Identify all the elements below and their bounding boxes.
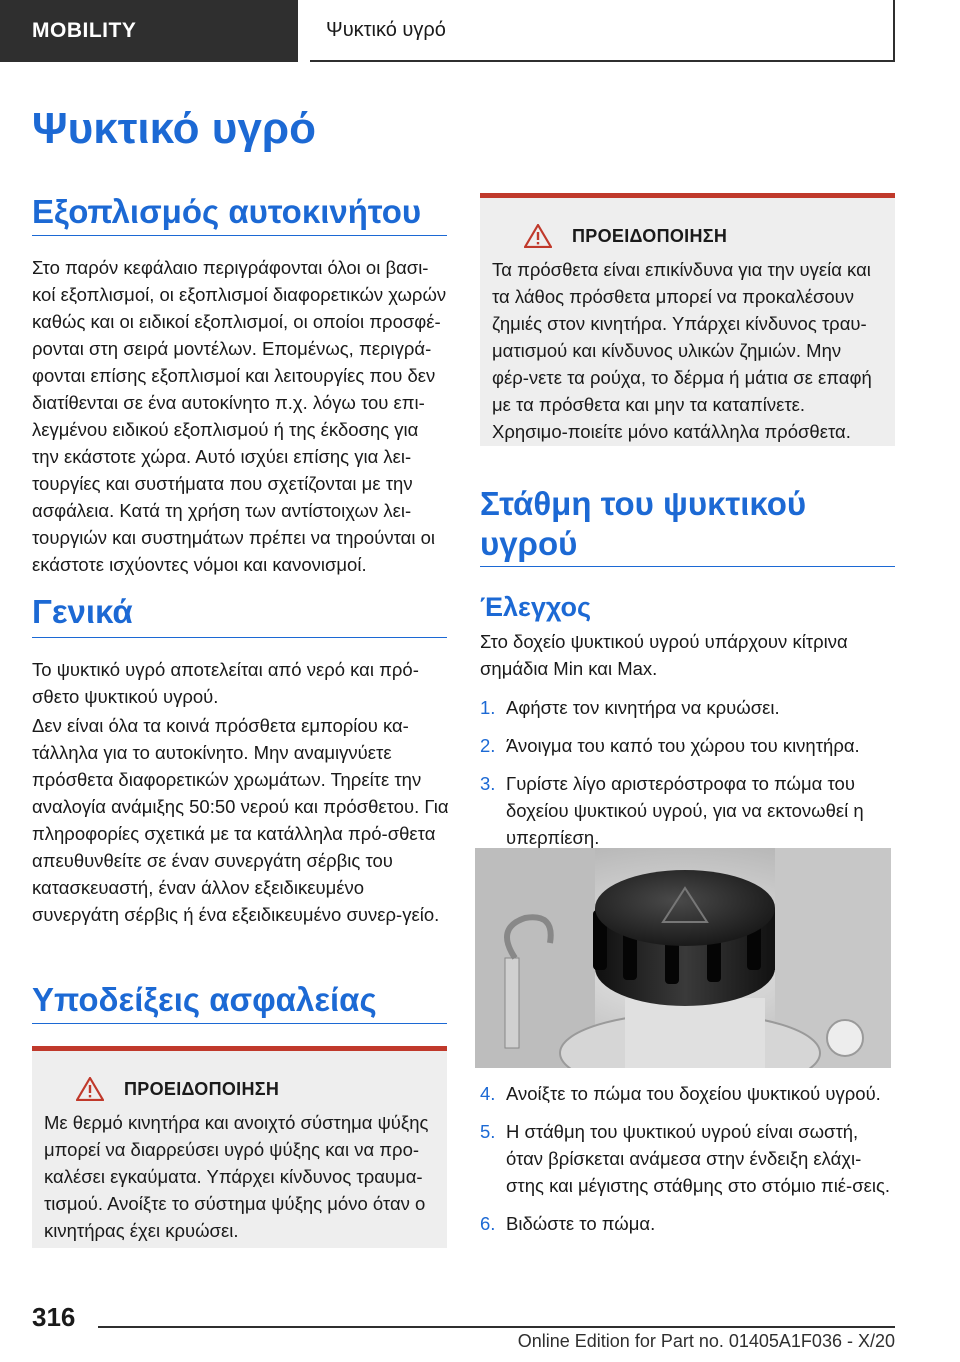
step-text: Άνοιγμα του καπό του χώρου του κινητήρα. — [506, 735, 860, 756]
general-paragraph-1: Το ψυκτικό υγρό αποτελείται από νερό και πρό-σθετο ψυκτικού υγρού. — [32, 659, 419, 707]
footer-rule — [98, 1326, 895, 1328]
page-number: 316 — [32, 1302, 76, 1332]
step-text: Ανοίξτε το πώμα του δοχείου ψυκτικού υγρού. — [506, 1083, 881, 1104]
step-number: 6. — [480, 1213, 496, 1234]
chapter-label: Ψυκτικό υγρό — [326, 18, 446, 41]
footer-edition: Online Edition for Part no. 01405A1F036 - X/20 — [517, 1331, 895, 1351]
warning-box-burns — [32, 1046, 447, 1248]
steps-list-a — [480, 694, 893, 862]
warning-triangle-icon — [76, 1077, 104, 1101]
safety-rule — [32, 1023, 447, 1024]
equipment-heading: Εξοπλισμός αυτοκινήτου — [32, 193, 422, 230]
warning-header — [480, 198, 895, 256]
step-number: 3. — [480, 773, 496, 794]
general-heading: Γενικά — [32, 593, 133, 630]
coolant-level-rule — [480, 566, 895, 567]
coolant-reservoir-cap-image — [475, 848, 891, 1068]
coolant-level-heading: Στάθμη του ψυκτικού υγρού — [480, 485, 807, 562]
warning-triangle-icon — [524, 224, 552, 248]
warning-text: Με θερμό κινητήρα και ανοιχτό σύστημα ψύξης μπορεί να διαρρεύσει υγρό ψύξης και να προ-καλέσει εγκαύματα. Υπάρχει κίνδυνος τραυμα-τισμού. Ανοίξτε το σύστημα ψύξης μόνο όταν ο κινητήρας έχει κρυώσει. — [44, 1112, 429, 1241]
coolant-cap-photo — [475, 848, 891, 1068]
equipment-rule — [32, 235, 447, 236]
step-item — [480, 732, 893, 759]
step-item — [480, 1118, 893, 1199]
step-text: Αφήστε τον κινητήρα να κρυώσει. — [506, 697, 780, 718]
step-number: 4. — [480, 1083, 496, 1104]
step-text: Βιδώστε το πώμα. — [506, 1213, 656, 1234]
check-intro: Στο δοχείο ψυκτικού υγρού υπάρχουν κίτρινα σημάδια Min και Max. — [480, 631, 848, 679]
step-number: 5. — [480, 1121, 496, 1142]
section-tab — [0, 0, 298, 62]
step-item — [480, 1210, 893, 1237]
general-rule — [32, 637, 447, 638]
warning-box-additives — [480, 193, 895, 446]
step-item — [480, 1080, 893, 1107]
safety-heading: Υποδείξεις ασφαλείας — [32, 981, 377, 1018]
warning-text: Τα πρόσθετα είναι επικίνδυνα για την υγεία και τα λάθος πρόσθετα μπορεί να προκαλέσουν ζημιές στον κινητήρα. Υπάρχει κίνδυνος τραυ-ματισμού και κίνδυνος υλικών ζημιών. Μην φέρ-νετε τα ρούχα, το δέρμα ή μάτια σε επαφή με τα πρόσθετα και μην τα καταπίνετε. Χρησιμο-ποιείτε μόνο κατάλληλα πρόσθετα. — [492, 259, 872, 442]
equipment-text: Στο παρόν κεφάλαιο περιγράφονται όλοι οι βασι-κοί εξοπλισμοί, οι εξοπλισμοί διαφορετικών χωρών καθώς και οι ειδικοί εξοπλισμοί, οι οποίοι προσφέ-ρονται στη σειρά μοντέλων. Επομένως, περιγρά-φονται επίσης εξοπλισμοί και λειτουργίες που δεν διατίθενται σε ένα αυτοκίνητο π.χ. λόγω του επι-λεγμένου ειδικού εξοπλισμού ή της έκδοσης για την εκάστοτε χώρα. Αυτό ισχύει επίσης για λει-τουργίες και συστήματα που σχετίζονται με την ασφάλεια. Κατά τη χρήση των αντίστοιχων λει-τουργιών και συστημάτων πρέπει να τηρούνται οι εκάστοτε ισχύοντες νόμοι και κανονισμοί. — [32, 257, 447, 575]
step-item — [480, 770, 893, 851]
warning-label: ΠΡΟΕΙΔΟΠΟΙΗΣΗ — [572, 225, 728, 246]
step-number: 2. — [480, 735, 496, 756]
warning-label: ΠΡΟΕΙΔΟΠΟΙΗΣΗ — [124, 1078, 280, 1099]
check-subheading: Έλεγχος — [480, 592, 591, 622]
steps-list-b — [480, 1080, 893, 1248]
step-item — [480, 694, 893, 721]
step-text: Η στάθμη του ψυκτικού υγρού είναι σωστή, όταν βρίσκεται ανάμεσα στην ένδειξη ελάχι-στης και μέγιστης στάθμης στο στόμιο πιέ-σεις. — [506, 1121, 891, 1196]
page-title: Ψυκτικό υγρό — [32, 104, 316, 153]
step-number: 1. — [480, 697, 496, 718]
general-paragraph-2: Δεν είναι όλα τα κοινά πρόσθετα εμπορίου κα-τάλληλα για το αυτοκίνητο. Μην αναμιγνύετε πρόσθετα διαφορετικών χρωμάτων. Τηρείτε την αναλογία ανάμιξης 50:50 νερού και πρόσθετου. Για πληροφορίες σχετικά με τα κατάλληλα πρό-σθετα απευθυνθείτε σε έναν συνεργάτη σέρβις του κατασκευαστή, έναν άλλον εξειδικευμένο συνεργάτη σέρβις ή ένα εξειδικευμένο συνερ-γείο. — [32, 715, 449, 925]
warning-header — [32, 1051, 447, 1109]
step-text: Γυρίστε λίγο αριστερόστροφα το πώμα του δοχείου ψυκτικού υγρού, για να εκτονωθεί η υπερπίεση. — [506, 773, 864, 848]
chapter-header — [310, 0, 895, 62]
section-label: MOBILITY — [32, 19, 137, 42]
